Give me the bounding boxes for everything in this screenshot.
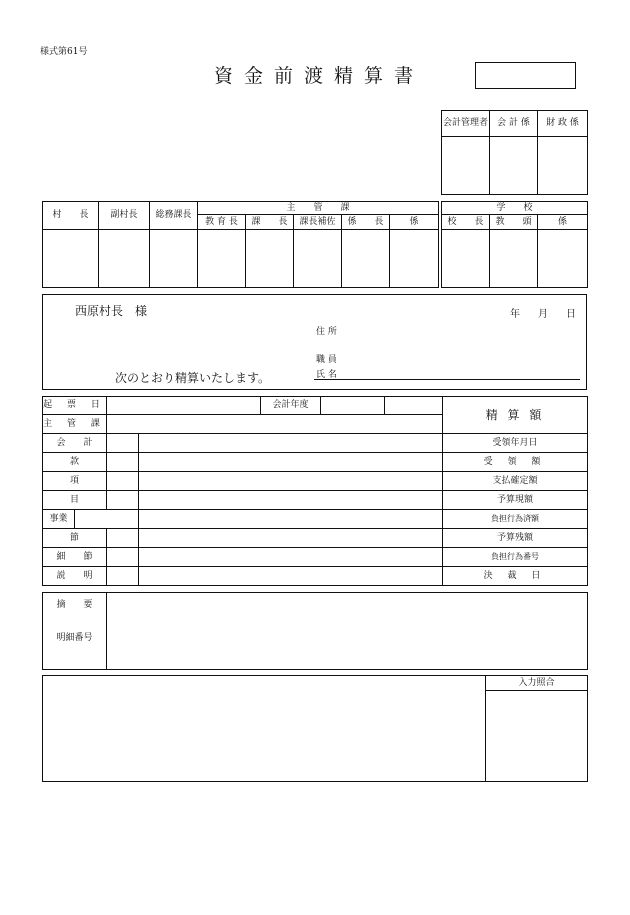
approval-seal-cell[interactable] [442, 137, 490, 195]
summary-label: 摘 要 [56, 600, 93, 610]
document-number-box[interactable] [475, 62, 576, 89]
date-label: 年 月 日 [510, 309, 580, 320]
page-title: 資金前渡精算書 [214, 65, 425, 87]
issue-date-field[interactable] [107, 397, 261, 415]
approval-header: 会計管理者 [442, 111, 490, 137]
detail-table [42, 396, 588, 586]
kan-code[interactable] [107, 453, 139, 472]
setsu-code[interactable] [107, 529, 139, 548]
col-general-affairs: 総務課長 [150, 202, 198, 230]
moku-label: 目 [43, 491, 107, 510]
school-col: 校 長 [442, 215, 490, 230]
address-field[interactable] [343, 321, 573, 337]
addressee-name: 西原村長 様 [75, 304, 148, 318]
main-dept-field[interactable] [107, 415, 443, 434]
kan-label: 款 [43, 453, 107, 472]
fiscal-year-field[interactable] [321, 397, 385, 415]
kou-code[interactable] [107, 472, 139, 491]
fiscal-year-label: 会計年度 [261, 397, 321, 415]
seal-cell[interactable] [442, 230, 490, 288]
setsu-field[interactable] [139, 529, 443, 548]
explanation-label: 説 明 [43, 567, 107, 586]
name-label: 氏 名 [316, 370, 337, 380]
seal-cell[interactable] [99, 230, 150, 288]
seal-cell[interactable] [198, 230, 246, 288]
account-label: 会 計 [43, 434, 107, 453]
confirmed-payment-label: 支払確定額 [443, 472, 588, 491]
seal-cell[interactable] [490, 230, 538, 288]
kou-label: 項 [43, 472, 107, 491]
staff-label: 職 員 [316, 355, 337, 365]
project-field[interactable] [139, 510, 443, 529]
burden-done-label: 負担行為済額 [443, 510, 588, 529]
detail-number-label: 明細番号 [56, 633, 93, 643]
school-signoff-table [441, 201, 588, 288]
main-dept-label: 主 管 課 [43, 415, 107, 434]
approval-seal-cell[interactable] [490, 137, 538, 195]
address-label: 住 所 [316, 327, 337, 337]
saisetsu-field[interactable] [139, 548, 443, 567]
budget-remaining-label: 予算残額 [443, 529, 588, 548]
account-code[interactable] [107, 434, 139, 453]
input-check-label: 入力照合 [486, 676, 588, 691]
school-col: 教 頭 [490, 215, 538, 230]
dept-col: 係 長 [342, 215, 390, 230]
setsu-label: 節 [43, 529, 107, 548]
fiscal-year-extra[interactable] [385, 397, 443, 415]
seal-cell[interactable] [150, 230, 198, 288]
school-group-header: 学 校 [442, 202, 588, 215]
moku-field[interactable] [139, 491, 443, 510]
summary-field[interactable] [107, 593, 588, 670]
seal-cell[interactable] [538, 230, 588, 288]
settlement-amount-label: 精 算 額 [443, 397, 588, 434]
approval-header: 財 政 係 [538, 111, 588, 137]
burden-number-label: 負担行為番号 [443, 548, 588, 567]
explanation-code[interactable] [107, 567, 139, 586]
col-deputy: 副村長 [99, 202, 150, 230]
kan-field[interactable] [139, 453, 443, 472]
approval-table [441, 110, 588, 195]
signature-line[interactable] [314, 379, 580, 380]
explanation-field[interactable] [139, 567, 443, 586]
statement-text: 次のとおり精算いたします。 [115, 371, 271, 385]
kou-field[interactable] [139, 472, 443, 491]
seal-cell[interactable] [390, 230, 439, 288]
issue-date-label: 起 票 日 [43, 397, 107, 415]
dept-col: 教 育 長 [198, 215, 246, 230]
seal-cell[interactable] [294, 230, 342, 288]
project-label: 事業 [43, 510, 75, 529]
signoff-table [42, 201, 439, 288]
summary-table [42, 592, 588, 670]
decision-date-label: 決 裁 日 [443, 567, 588, 586]
receipt-date-label: 受領年月日 [443, 434, 588, 453]
budget-current-label: 予算現額 [443, 491, 588, 510]
input-check-seal[interactable] [486, 691, 588, 782]
approval-seal-cell[interactable] [538, 137, 588, 195]
project-code[interactable] [75, 510, 139, 529]
saisetsu-label: 細 節 [43, 548, 107, 567]
dept-col: 係 [390, 215, 439, 230]
addressee-box [42, 294, 587, 390]
notes-area[interactable] [43, 676, 486, 782]
col-village-head: 村 長 [43, 202, 99, 230]
form-number: 様式第61号 [40, 47, 88, 57]
bottom-table [42, 675, 588, 782]
seal-cell[interactable] [342, 230, 390, 288]
saisetsu-code[interactable] [107, 548, 139, 567]
moku-code[interactable] [107, 491, 139, 510]
received-amount-label: 受 領 額 [443, 453, 588, 472]
seal-cell[interactable] [246, 230, 294, 288]
dept-group-header: 主 管 課 [198, 202, 439, 215]
seal-cell[interactable] [43, 230, 99, 288]
approval-header: 会 計 係 [490, 111, 538, 137]
account-field[interactable] [139, 434, 443, 453]
school-col: 係 [538, 215, 588, 230]
dept-col: 課長補佐 [294, 215, 342, 230]
dept-col: 課 長 [246, 215, 294, 230]
